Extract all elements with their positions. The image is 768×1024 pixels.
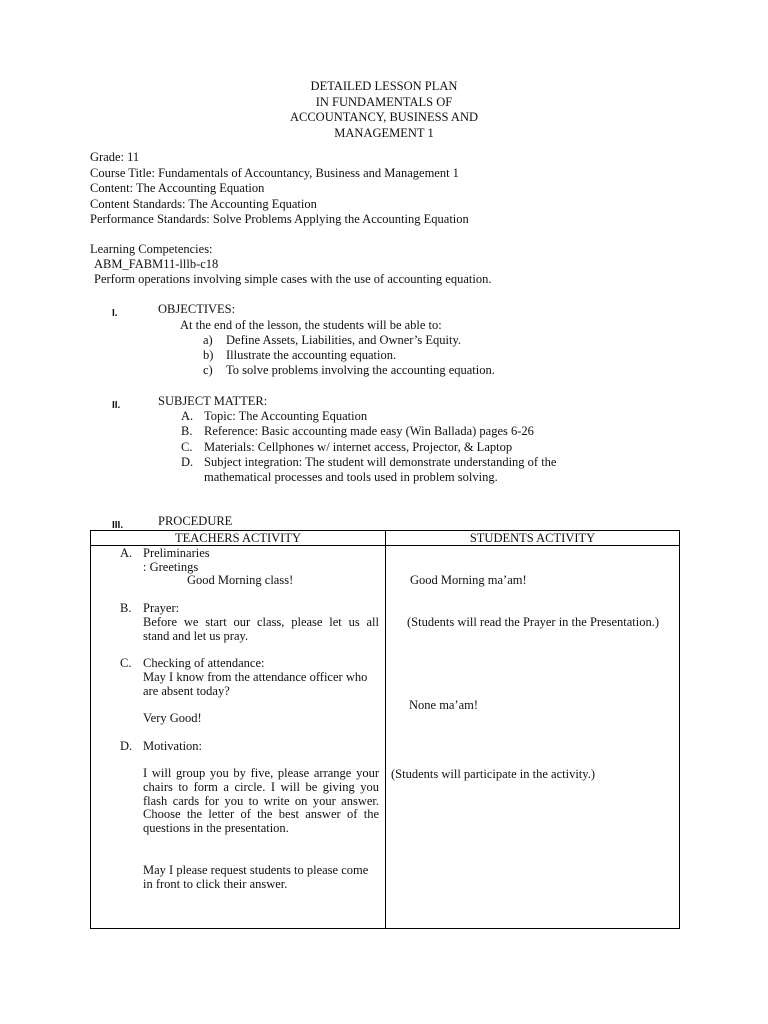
- objectives-number: I.: [112, 308, 118, 319]
- teacher-item-text: Good Morning class!: [187, 573, 294, 587]
- title-line-1: DETAILED LESSON PLAN: [310, 79, 458, 93]
- procedure-heading: PROCEDURE: [158, 514, 233, 528]
- teacher-item-text: May I please request students to please come in front to click their answer.: [143, 863, 369, 891]
- competencies-heading: Learning Competencies:: [90, 242, 213, 256]
- student-response: (Students will read the Prayer in the Presentation.): [407, 615, 660, 629]
- subject-matter-number: II.: [112, 400, 121, 411]
- teacher-item-marker: A.: [120, 546, 133, 560]
- teacher-item-marker: B.: [120, 601, 132, 615]
- course-title-line: Course Title: Fundamentals of Accountancy, Business and Management 1: [90, 166, 459, 180]
- teachers-activity-cell: [91, 546, 386, 929]
- teacher-item-subtitle: : Greetings: [143, 560, 199, 574]
- teacher-item-text: Very Good!: [143, 711, 202, 725]
- teacher-item-title: Checking of attendance:: [143, 656, 265, 670]
- objective-marker: a): [203, 333, 213, 347]
- teacher-item-title: Preliminaries: [143, 546, 210, 560]
- objective-marker: c): [203, 363, 213, 377]
- teachers-activity-header: TEACHERS ACTIVITY: [91, 531, 386, 546]
- students-activity-cell: [386, 546, 680, 929]
- objective-item: Define Assets, Liabilities, and Owner’s Equity.: [226, 333, 462, 347]
- subject-marker: D.: [181, 455, 194, 469]
- title-line-3: ACCOUNTANCY, BUSINESS AND: [289, 110, 479, 124]
- objective-item: Illustrate the accounting equation.: [226, 348, 397, 362]
- teacher-item-title: Motivation:: [143, 739, 203, 753]
- subject-item: Topic: The Accounting Equation: [204, 409, 368, 423]
- subject-item: Reference: Basic accounting made easy (Win Ballada) pages 6-26: [204, 424, 534, 438]
- subject-marker: B.: [181, 424, 193, 438]
- teacher-item-text: Before we start our class, please let us all stand and let us pray.: [143, 615, 379, 643]
- objectives-intro: At the end of the lesson, the students will be able to:: [180, 318, 442, 332]
- competency-code: ABM_FABM11-lllb-c18: [94, 257, 219, 271]
- document-title: [0, 79, 768, 141]
- subject-marker: A.: [181, 409, 194, 423]
- student-response: None ma’am!: [409, 698, 479, 712]
- competency-text: Perform operations involving simple cases with the use of accounting equation.: [94, 272, 492, 286]
- student-response: Good Morning ma’am!: [410, 573, 527, 587]
- teacher-item-marker: D.: [120, 739, 133, 753]
- teacher-item-text: I will group you by five, please arrange your chairs to form a circle. I will be giving you flash cards for you to write on your answer. Choose the letter of the best answer of the questions in the presentation.: [143, 766, 379, 836]
- objective-item: To solve problems involving the accounting equation.: [226, 363, 495, 377]
- teacher-item-marker: C.: [120, 656, 132, 670]
- grade-line: Grade: 11: [90, 150, 140, 164]
- title-line-2: IN FUNDAMENTALS OF: [315, 94, 453, 109]
- procedure-number: III.: [112, 520, 124, 531]
- student-response: (Students will participate in the activity.): [391, 767, 595, 781]
- subject-item: Materials: Cellphones w/ internet access, Projector, & Laptop: [204, 440, 513, 454]
- objectives-heading: OBJECTIVES:: [158, 302, 236, 316]
- students-activity-header: STUDENTS ACTIVITY: [386, 531, 680, 546]
- subject-marker: C.: [181, 440, 193, 454]
- teacher-item-title: Prayer:: [143, 601, 180, 615]
- procedure-table: [90, 530, 680, 929]
- objective-marker: b): [203, 348, 214, 362]
- performance-standards-line: Performance Standards: Solve Problems Applying the Accounting Equation: [90, 212, 469, 226]
- content-standards-line: Content Standards: The Accounting Equation: [90, 197, 317, 211]
- title-line-4: MANAGEMENT 1: [334, 125, 434, 140]
- teacher-item-text: May I know from the attendance officer who are absent today?: [143, 670, 368, 698]
- subject-item-continued: mathematical processes and tools used in problem solving.: [204, 470, 498, 484]
- subject-matter-heading: SUBJECT MATTER:: [158, 394, 268, 408]
- subject-item: Subject integration: The student will demonstrate understanding of the: [204, 455, 557, 469]
- content-line: Content: The Accounting Equation: [90, 181, 265, 195]
